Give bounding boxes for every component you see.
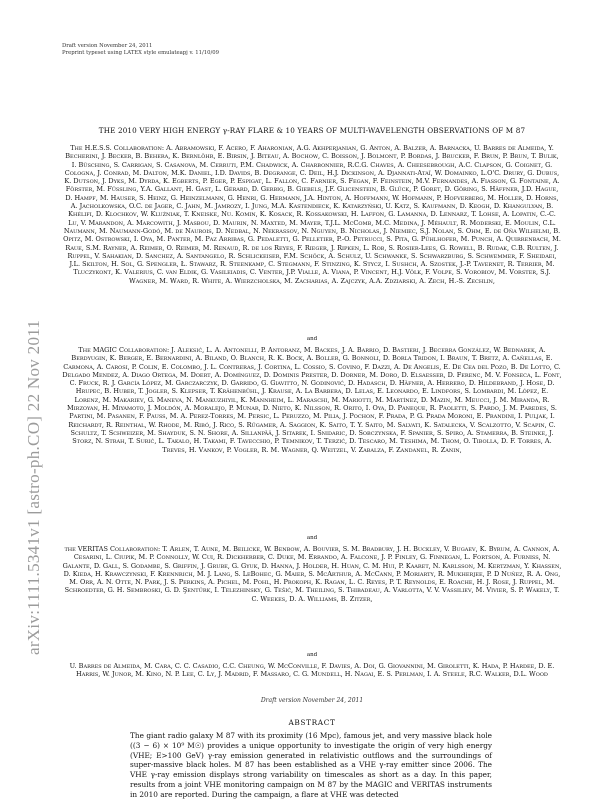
abstract-text: The giant radio galaxy M 87 with its proximity (16 Mpc), famous jet, and very massive black hole ((3 − 6) × 10⁹ M☉) provides a unique opportunity to investigate the origin of very high energy (VHE; E>100 GeV) γ-ray emission generated in relativistic outflows and the surroundings of super-massive black holes. M 87 has been established as a VHE γ-ray emitter since 2006. The VHE γ-ray emission displays strong variability on timescales as short as a day. In this paper, results from a joint VHE monitoring campaign on M 87 by the MAGIC and VERITAS instruments in 2010 are reported. During the campaign, a flare at VHE was detected (130, 731, 492, 799)
and-separator-1: and (306, 336, 318, 342)
draft-version: Draft version November 24, 2011 (62, 43, 153, 49)
and-separator-3: and (306, 652, 318, 658)
additional-author-list: U. Barres de Almeida, M. Cara, C. C. Casadio, C.C. Cheung, W. McConville, F. Davies, A. Doi, G. Giovannini, M. Giroletti, K. Hada, P. Hardee, D. E. Harris, W. Junor, M. Kino, N. P. Lee, C. Ly, J. Madrid, F. Massaro, C. G. Mundell, H. Nagai, E. S. Perlman, I. A. Steele, R.C. Walker, D.L. Wood (69, 662, 555, 679)
arxiv-sidebar-id: arXiv:1111.5341v1 [astro-ph.CO] 22 Nov 2011 (24, 319, 43, 655)
abstract-heading: ABSTRACT (288, 718, 336, 727)
hess-author-list: The H.E.S.S. Collaboration: A. Abramowski, F. Acero, F. Aharonian, A.G. Akhperjanian, G. Anton, A. Balzer, A. Barnacka, U. Barres de Almeida, Y. Becherini, J. Becker, B. Behera, K. Bernlöhr, E. Birsin, J. Biteau, A. Bochow, C. Boisson, J. Bolmont, P. Bordas, J. Brucker, F. Brun, P. Brun, T. Bulik, I. Büsching, S. Carrigan, S. Casanova, M. Cerruti, P.M. Chadwick, A. Charbonnier, R.C.G. Chaves, A. Cheesebrough, A.C. Clapson, G. Coignet, G. Cologna, J. Conrad, M. Dalton, M.K. Daniel, I.D. Davids, B. Degrange, C. Deil, H.J. Dickinson, A. Djannati-Ataï, W. Domainko, L.O'C. Drury, G. Dubus, K. Dutson, J. Dyks, M. Dyrda, K. Egberts, P. Eger, P. Espigat, L. Fallon, C. Farnier, S. Fegan, F. Feinstein, M.V. Fernandes, A. Fiasson, G. Fontaine, A. Förster, M. Füßling, Y.A. Gallant, H. Gast, L. Gérard, D. Gerbig, B. Giebels, J.F. Glicenstein, B. Glück, P. Goret, D. Göring, S. Häffner, J.D. Hague, D. Hampf, M. Hauser, S. Heinz, G. Heinzelmann, G. Henri, G. Hermann, J.A. Hinton, A. Hoffmann, W. Hofmann, P. Hofverberg, M. Holler, D. Horns, A. Jacholkowska, O.C. de Jager, C. Jahn, M. Jamrozy, I. Jung, M.A. Kastendieck, K. Katarzyński, U. Katz, S. Kaufmann, D. Keogh, D. Khangulyan, B. Khélifi, D. Klochkov, W. Kluźniak, T. Kneiske, Nu. Komin, K. Kosack, R. Kossakowski, H. Laffon, G. Lamanna, D. Lennarz, T. Lohse, A. Lopatin, C.-C. Lu, V. Marandon, A. Marcowith, J. Masbou, D. Maurin, N. Maxted, M. Mayer, T.J.L. McComb, M.C. Medina, J. Méhault, R. Moderski, E. Moulin, C.L. Naumann, M. Naumann-Godó, M. de Naurois, D. Nedbal, N. Nekrassov, N. Nguyen, B. Nicholas, J. Niemiec, S.J. Nolan, S. Ohm, E. de Oña Wilhelmi, B. Opitz, M. Ostrowski, I. Oya, M. Panter, M. Paz Arribas, G. Pedaletti, G. Pelletier, P.-O. Petrucci, S. Pita, G. Pühlhofer, M. Punch, A. Quirrenbach, M. Raue, S.M. Rayner, A. Reimer, O. Reimer, M. Renaud, R. de los Reyes, F. Rieger, J. Ripken, L. Rob, S. Rosier-Lees, G. Rowell, B. Rudak, C.B. Rulten, J. Ruppel, V. Sahakian, D. Sanchez, A. Santangelo, R. Schlickeiser, F.M. Schöck, A. Schulz, U. Schwanke, S. Schwarzburg, S. Schwemmer, F. Sheidaei, J.L. Skilton, H. Sol, G. Spengler, Ł. Stawarz, R. Steenkamp, C. Stegmann, F. Stinzing, K. Stycz, I. Sushch, A. Szostek, J.-P. Tavernet, R. Terrier, M. Tluczykont, K. Valerius, C. van Eldik, G. Vasileiadis, C. Venter, J.P. Vialle, A. Viana, P. Vincent, H.J. Völk, F. Volpe, S. Vorobiov, M. Vorster, S.J. Wagner, M. Ward, R. White, A. Wierzcholska, M. Zacharias, A. Zajczyk, A.A. Zdziarski, A. Zech, H.-S. Zechlin, (63, 144, 561, 285)
magic-author-list: The MAGIC Collaboration: J. Aleksić, L. A. Antonelli, P. Antoranz, M. Backes, J. A. Barrio, D. Bastieri, J. Becerra González, W. Bednarek, A. Berdyugin, K. Berger, E. Bernardini, A. Biland, O. Blanch, R. K. Bock, A. Boller, G. Bonnoli, D. Borla Tridon, I. Braun, T. Bretz, A. Cañellas, E. Carmona, A. Carosi, P. Colin, E. Colombo, J. L. Contreras, J. Cortina, L. Cossio, S. Covino, F. Dazzi, A. De Angelis, E. De Cea del Pozo, B. De Lotto, C. Delgado Mendez, A. Diago Ortega, M. Doert, A. Domínguez, D. Dominis Prester, D. Dorner, M. Doro, D. Elsaesser, D. Ferenc, M. V. Fonseca, L. Font, C. Fruck, R. J. García López, M. Garczarczyk, D. Garrido, G. Giavitto, N. Godinović, D. Hadasch, D. Häfner, A. Herrero, D. Hildebrand, J. Hose, D. Hrupec, B. Huber, T. Jogler, S. Klepser, T. Krähenbühl, J. Krause, A. La Barbera, D. Lelas, E. Leonardo, E. Lindfors, S. Lombardi, M. López, E. Lorenz, M. Makariev, G. Maneva, N. Mankuzhiyil, K. Mannheim, L. Maraschi, M. Mariotti, M. Martínez, D. Mazin, M. Meucci, J. M. Miranda, R. Mirzoyan, H. Miyamoto, J. Moldón, A. Moralejo, P. Munar, D. Nieto, K. Nilsson, R. Orito, I. Oya, D. Paneque, R. Paoletti, S. Pardo, J. M. Paredes, S. Partini, M. Pasanen, F. Pauss, M. A. Perez-Torres, M. Persic, L. Peruzzo, M. Pilia, J. Pochon, F. Prada, P. G. Prada Moroni, E. Prandini, I. Puljak, I. Reichardt, R. Reinthal, W. Rhode, M. Ribó, J. Rico, S. Rügamer, A. Saggion, K. Saito, T. Y. Saito, M. Salvati, K. Satalecka, V. Scalzotto, V. Scapin, C. Schultz, T. Schweizer, M. Shayduk, S. N. Shore, A. Sillanpää, J. Sitarek, I. Snidaric, D. Sobczynska, F. Spanier, S. Spiro, A. Stamerra, B. Steinke, J. Storz, N. Strah, T. Surić, L. Takalo, H. Takami, F. Tavecchio, P. Temnikov, T. Terzić, D. Tescaro, M. Teshima, M. Thom, O. Tibolla, D. F. Torres, A. Treves, H. Vankov, P. Vogler, R. M. Wagner, Q. Weitzel, V. Zabalza, F. Zandanel, R. Zanin, (62, 346, 562, 454)
draft-line: Draft version November 24, 2011 (260, 697, 364, 704)
paper-title: THE 2010 VERY HIGH ENERGY γ-RAY FLARE & 10 YEARS OF MULTI-WAVELENGTH OBSERVATIONS OF M 87 (98, 126, 526, 135)
preprint-note: Preprint typeset using LATEX style emulateapj v. 11/10/09 (62, 50, 220, 56)
veritas-author-list: the VERITAS Collaboration: T. Arlen, T. Aune, M. Beilicke, W. Benbow, A. Bouvier, S. M. Bradbury, J. H. Buckley, V. Bugaev, K. Byrum, A. Cannon, A. Cesarini, L. Ciupik, M. P. Connolly, W. Cui, R. Dickherber, C. Duke, M. Errando, A. Falcone, J. P. Finley, G. Finnegan, L. Fortson, A. Furniss, N. Galante, D. Gall, S. Godambe, S. Griffin, J. Grube, G. Gyuk, D. Hanna, J. Holder, H. Huan, C. M. Hui, P. Kaaret, N. Karlsson, M. Kertzman, Y. Khassen, D. Kieda, H. Krawczynski, F. Krennrich, M. J. Lang, S. LeBohec, G. Maier, S. McArthur, A. McCann, P. Moriarty, R. Mukherjee, P. D Nuñez, R. A. Ong, M. Orr, A. N. Otte, N. Park, J. S. Perkins, A. Pichel, M. Pohl, H. Prokoph, K. Ragan, L. C. Reyes, P. T. Reynolds, E. Roache, H. J. Rose, J. Ruppel, M. Schroedter, G. H. Sembroski, G. D. Şentürk, I. Telezhinsky, G. Tešić, M. Theiling, S. Thibadeau, A. Varlotta, V. V. Vassiliev, M. Vivier, S. P. Wakely, T. C. Weekes, D. A. Williams, B. Zitzer, (62, 545, 562, 603)
preprint-header (62, 43, 219, 57)
and-separator-2: and (306, 535, 318, 541)
